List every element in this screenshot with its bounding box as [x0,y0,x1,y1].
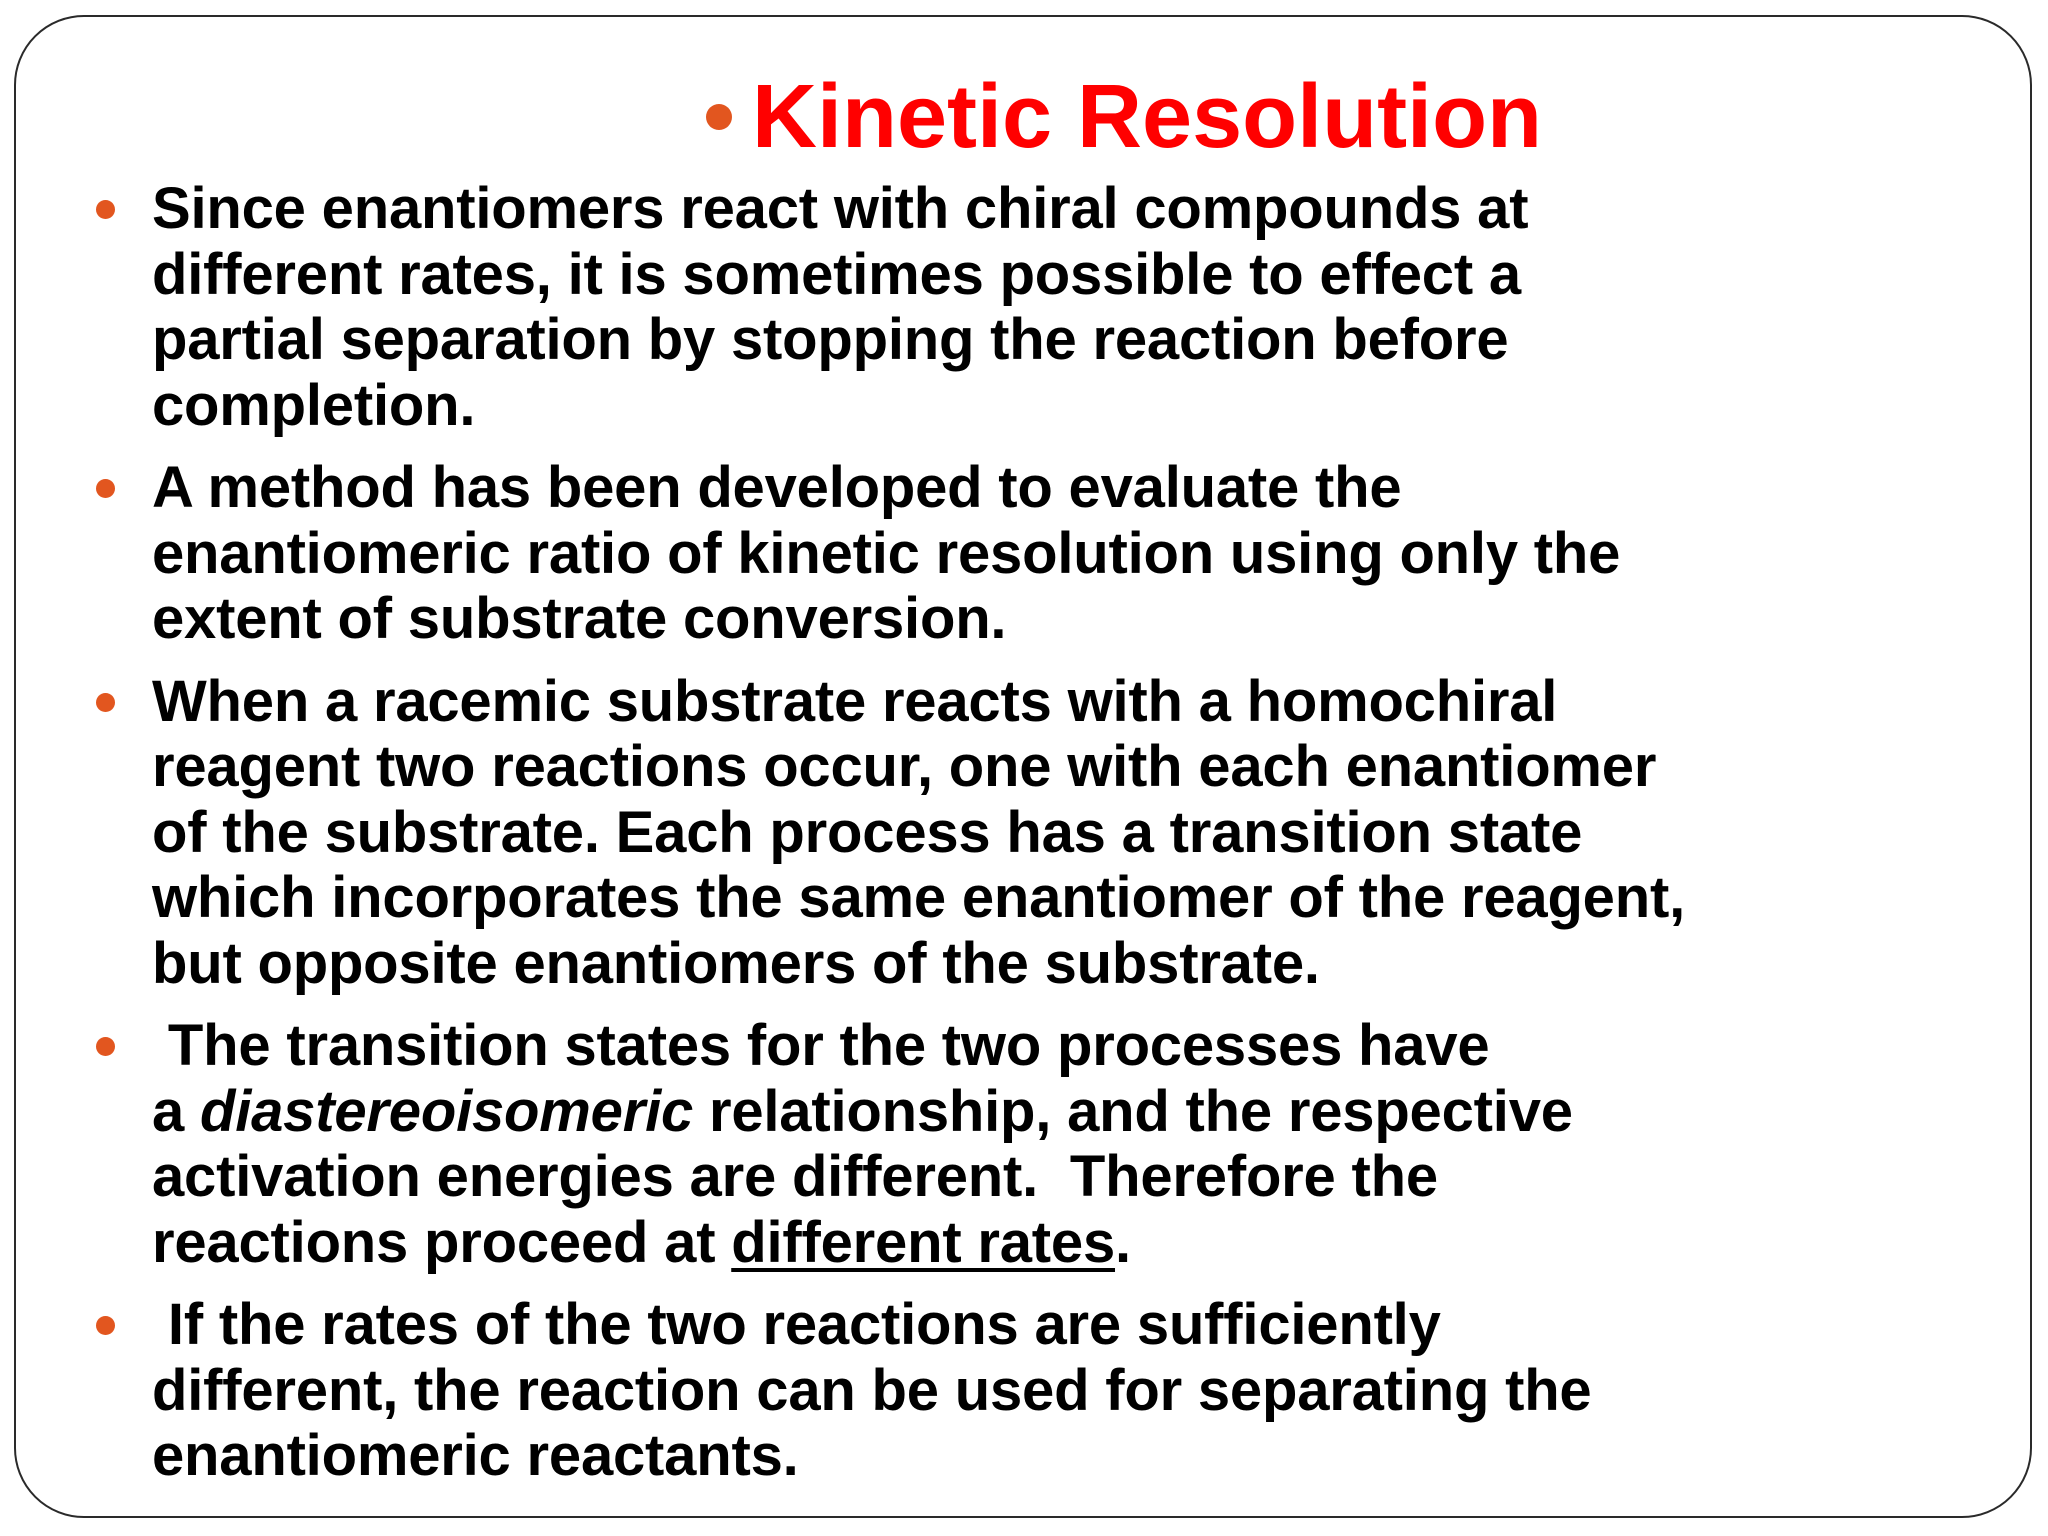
bullet-icon [96,1037,115,1056]
bullet-icon [96,1316,115,1335]
bullet-line: If the rates of the two reactions are sufficiently [152,1292,1441,1357]
bullet-line [152,1079,2008,1145]
bullet-line: completion. [152,372,476,438]
bullet-icon [96,693,115,712]
bullet-text: activation energies are different. Therefore the [152,1144,1438,1209]
bullet-line: enantiomeric ratio of kinetic resolution using only the [152,520,1621,586]
bullet-text: reactions proceed at [152,1209,732,1275]
bullet-item-2 [0,455,2048,652]
bullet-line: Since enantiomers react with chiral compounds at [152,176,1529,241]
bullet-line: of the substrate. Each process has a transition state [152,799,1583,865]
bullet-line: but opposite enantiomers of the substrate. [152,930,1320,996]
bullet-text: a [152,1078,200,1144]
bullet-item-1 [0,176,2048,438]
bullet-item-3 [0,669,2048,997]
title-bullet-icon [706,104,732,130]
bullet-icon [96,479,115,498]
bullet-text: relationship, and the respective [693,1078,1573,1144]
bullet-line: When a racemic substrate reacts with a homochiral [152,668,1558,734]
bullet-item-4 [0,1013,2048,1275]
bullet-line: different rates, it is sometimes possible to effect a [152,241,1521,307]
bullet-line: extent of substrate conversion. [152,586,1007,651]
bullet-line: reagent two reactions occur, one with each enantiomer [152,734,1657,799]
bullet-line: enantiomeric reactants. [152,1423,799,1488]
bullet-text: . [1115,1209,1131,1275]
bullet-line [152,1210,2008,1276]
bullet-line: different, the reaction can be used for separating the [152,1357,1592,1423]
bullet-text: The transition states for the two processes have [152,1013,1490,1078]
bullet-icon [96,200,115,219]
bullet-line: which incorporates the same enantiomer of the reagent, [152,865,1685,930]
slide-title: Kinetic Resolution [751,67,1543,167]
title-row [0,62,2048,172]
bullet-line [152,1013,2008,1079]
bullet-line [152,1144,2008,1210]
bullet-line: partial separation by stopping the reaction before [152,307,1509,372]
bullet-line: A method has been developed to evaluate the [152,455,1402,520]
italic-term: diastereoisomeric [199,1078,694,1144]
underlined-term: different rates [731,1209,1116,1275]
bullet-list [0,176,2048,1506]
bullet-item-5 [0,1292,2048,1489]
